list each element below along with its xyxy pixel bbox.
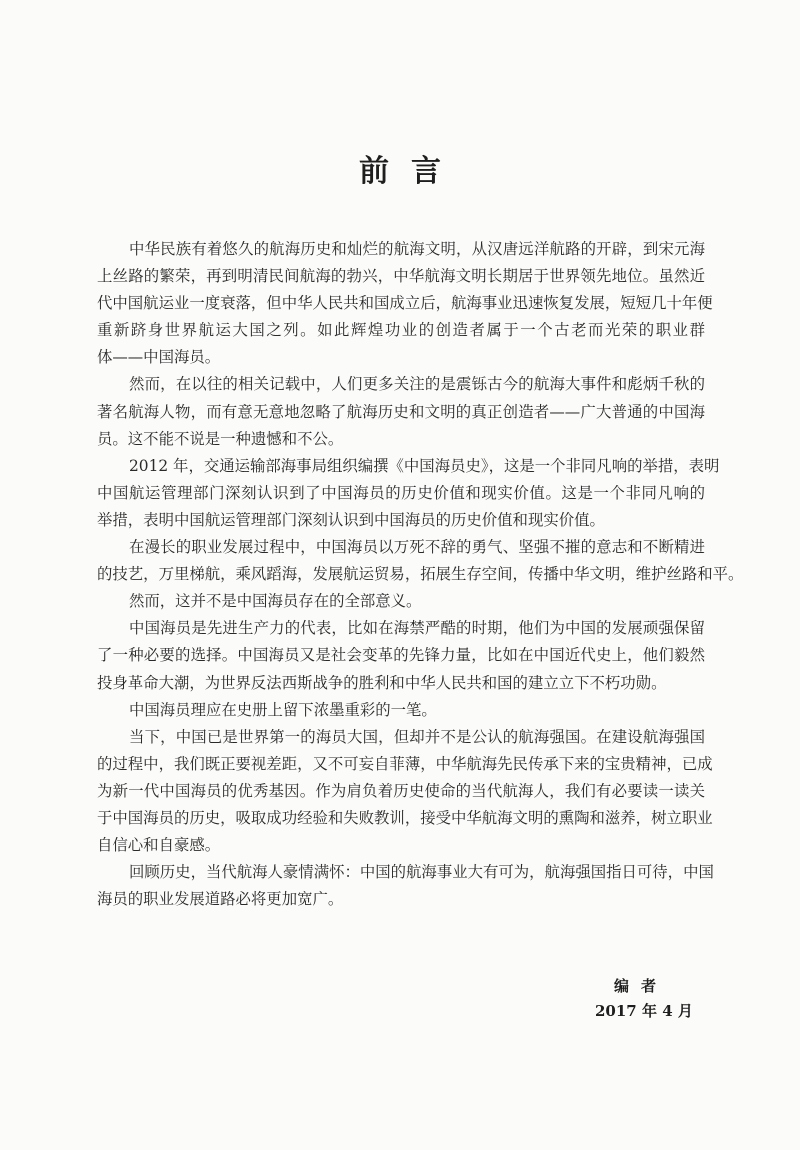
paragraph xyxy=(97,724,713,859)
paragraph xyxy=(97,859,714,913)
paragraph xyxy=(97,371,705,452)
page-title: 前言 xyxy=(359,154,463,189)
text-line: 自信心和自豪感。 xyxy=(97,836,221,855)
text-line: 代中国航运业一度衰落，但中华人民共和国成立后，航海事业迅速恢复发展，短短几十年便 xyxy=(97,294,713,313)
text-line: 的技艺，万里梯航，乘风蹈海，发展航运贸易，拓展生存空间，传播中华文明，维护丝路和平。 xyxy=(97,565,744,584)
text-line: 中国航运管理部门深刻认识到了中国海员的历史价值和现实价值。这是一个非同凡响的 xyxy=(97,483,705,502)
paragraph xyxy=(97,534,744,588)
paragraph xyxy=(97,453,720,534)
signature-author: 编者 xyxy=(614,977,669,995)
text-line: 海员的职业发展道路必将更加宽广。 xyxy=(97,890,344,909)
text-line: 中国海员是先进生产力的代表，比如在海禁严酷的时期，他们为中国的发展顽强保留 xyxy=(129,619,705,638)
text-line: 2012 年，交通运输部海事局组织编撰《中国海员史》，这是一个非同凡响的举措，表明 xyxy=(129,456,720,475)
preface-body xyxy=(97,236,744,913)
text-line: 体——中国海员。 xyxy=(97,348,221,367)
text-line: 投身革命大潮，为世界反法西斯战争的胜利和中华人民共和国的建立立下不朽功勋。 xyxy=(97,673,667,692)
text-line: 为新一代中国海员的优秀基因。作为肩负着历史使命的当代航海人，我们有必要读一读关 xyxy=(97,781,705,800)
text-line: 了一种必要的选择。中国海员又是社会变革的先锋力量，比如在中国近代史上，他们毅然 xyxy=(97,646,705,665)
text-line: 中国海员理应在史册上留下浓墨重彩的一笔。 xyxy=(129,700,437,719)
text-line: 员。这不能不说是一种遗憾和不公。 xyxy=(97,429,344,448)
text-line: 著名航海人物，而有意无意地忽略了航海历史和文明的真正创造者——广大普通的中国海 xyxy=(97,402,705,421)
paragraph xyxy=(97,236,713,371)
paragraph xyxy=(97,697,705,724)
paragraph xyxy=(97,615,705,696)
text-line: 然而，这并不是中国海员存在的全部意义。 xyxy=(129,592,422,611)
paragraph xyxy=(97,588,705,615)
text-line: 在漫长的职业发展过程中，中国海员以万死不辞的勇气、坚强不摧的意志和不断精进 xyxy=(129,538,705,557)
text-line: 回顾历史，当代航海人豪情满怀：中国的航海事业大有可为，航海强国指日可待，中国 xyxy=(129,863,714,882)
signature-date: 2017 年 4 月 xyxy=(595,1002,693,1020)
text-line: 的过程中，我们既正要视差距，又不可妄自菲薄，中华航海先民传承下来的宝贵精神，已成 xyxy=(97,754,713,773)
text-line: 中华民族有着悠久的航海历史和灿烂的航海文明，从汉唐远洋航路的开辟，到宋元海 xyxy=(129,240,705,258)
text-line: 当下，中国已是世界第一的海员大国，但却并不是公认的航海强国。在建设航海强国 xyxy=(129,727,705,746)
text-line: 然而，在以往的相关记载中，人们更多关注的是震铄古今的航海大事件和彪炳千秋的 xyxy=(129,375,705,394)
text-line: 于中国海员的历史，吸取成功经验和失败教训，接受中华航海文明的熏陶和滋养，树立职业 xyxy=(97,808,713,827)
text-line: 上丝路的繁荣，再到明清民间航海的勃兴，中华航海文明长期居于世界领先地位。虽然近 xyxy=(97,267,705,286)
text-line: 重新跻身世界航运大国之列。如此辉煌功业的创造者属于一个古老而光荣的职业群 xyxy=(97,321,705,340)
text-line: 举措，表明中国航运管理部门深刻认识到中国海员的历史价值和现实价值。 xyxy=(97,510,605,529)
